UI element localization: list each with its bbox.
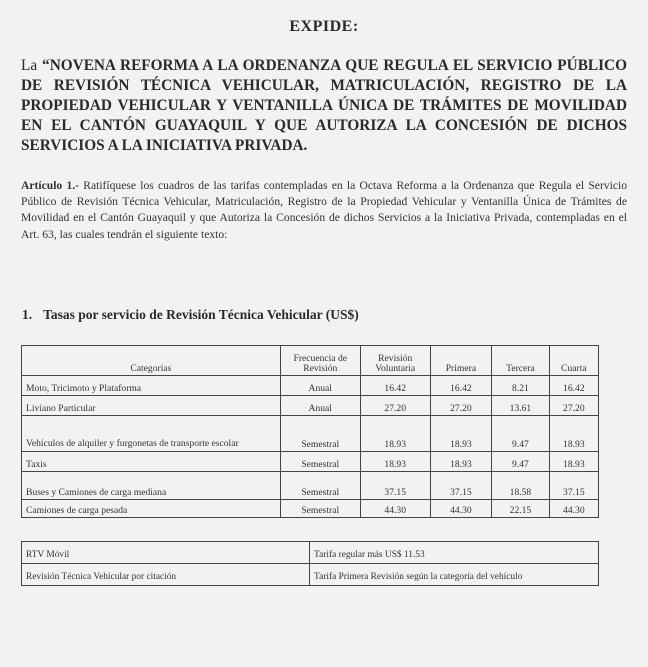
- extra-rate: Tarifa regular más US$ 11.53: [310, 542, 599, 564]
- article-label: Artículo 1.-: [21, 179, 79, 192]
- row-first: 18.93: [430, 416, 492, 452]
- article-text: Ratifíquese los cuadros de las tarifas contempladas en la Octava Reforma a la Ordenanza que Regula el Servicio Público de Revisión Técnica Vehicular, Matriculación, Registro de la Propiedad Vehicular y Ventanilla Única de Trámites de Movilidad en el Cantón Guayaquil y que Autoriza la Concesión de dichos Servicios a la Iniciativa Privada, contempladas en el Art. 63, las cuales tendrán el siguiente texto:: [21, 179, 627, 241]
- table-row: [22, 416, 599, 452]
- row-voluntary: 27.20: [360, 396, 430, 416]
- row-category: Taxis: [22, 452, 281, 472]
- row-frequency: Semestral: [280, 500, 360, 518]
- row-third: 22.15: [492, 500, 549, 518]
- extra-rate: Tarifa Primera Revisión según la categoría del vehículo: [310, 564, 599, 586]
- row-fourth: 18.93: [549, 452, 598, 472]
- row-first: 37.15: [430, 472, 492, 500]
- row-category: Vehículos de alquiler y furgonetas de transporte escolar: [22, 416, 281, 452]
- row-category: Liviano Particular: [22, 396, 281, 416]
- row-frequency: Anual: [280, 376, 360, 396]
- row-voluntary: 18.93: [360, 452, 430, 472]
- extra-service: Revisión Técnica Vehicular por citación: [22, 564, 310, 586]
- row-fourth: 44.30: [549, 500, 598, 518]
- row-voluntary: 37.15: [360, 472, 430, 500]
- table-row: [22, 542, 599, 564]
- header-first: Primera: [430, 346, 492, 376]
- row-third: 18.58: [492, 472, 549, 500]
- row-first: 16.42: [430, 376, 492, 396]
- row-fourth: 16.42: [549, 376, 598, 396]
- row-frequency: Anual: [280, 396, 360, 416]
- table-row: [22, 500, 599, 518]
- extra-service: RTV Móvil: [22, 542, 310, 564]
- row-category: Camiones de carga pesada: [22, 500, 281, 518]
- row-category: Moto, Tricimoto y Plataforma: [22, 376, 281, 396]
- row-voluntary: 44.30: [360, 500, 430, 518]
- row-frequency: Semestral: [280, 472, 360, 500]
- header-voluntary: Revisión Voluntaria: [360, 346, 430, 376]
- section-title: [22, 307, 359, 323]
- table-header-row: [22, 346, 599, 376]
- table-row: [22, 376, 599, 396]
- header-category: Categorías: [22, 346, 281, 376]
- table-row: [22, 396, 599, 416]
- row-fourth: 27.20: [549, 396, 598, 416]
- row-voluntary: 18.93: [360, 416, 430, 452]
- row-third: 9.47: [492, 416, 549, 452]
- ordinance-title: [21, 56, 627, 156]
- table-row: [22, 452, 599, 472]
- table-row: [22, 564, 599, 586]
- row-voluntary: 16.42: [360, 376, 430, 396]
- row-first: 44.30: [430, 500, 492, 518]
- row-third: 9.47: [492, 452, 549, 472]
- heading: EXPIDE:: [289, 18, 359, 35]
- table-row: [22, 472, 599, 500]
- header-fourth: Cuarta: [549, 346, 598, 376]
- row-third: 8.21: [492, 376, 549, 396]
- article-1: [21, 178, 627, 243]
- row-first: 27.20: [430, 396, 492, 416]
- row-category: Buses y Camiones de carga mediana: [22, 472, 281, 500]
- row-fourth: 37.15: [549, 472, 598, 500]
- row-fourth: 18.93: [549, 416, 598, 452]
- row-first: 18.93: [430, 452, 492, 472]
- section-title-text: Tasas por servicio de Revisión Técnica Vehicular (US$): [43, 307, 359, 322]
- row-frequency: Semestral: [280, 416, 360, 452]
- header-third: Tercera: [492, 346, 549, 376]
- extra-services-table: [21, 541, 599, 586]
- header-frequency: Frecuencia de Revisión: [280, 346, 360, 376]
- intro-lead: La: [21, 57, 38, 74]
- intro-title: “NOVENA REFORMA A LA ORDENANZA QUE REGULA EL SERVICIO PÚBLICO DE REVISIÓN TÉCNICA VEHICULAR, MATRICULACIÓN, REGISTRO DE LA PROPIEDAD VEHICULAR Y VENTANILLA ÚNICA DE TRÁMITES DE MOVILIDAD EN EL CANTÓN GUAYAQUIL Y QUE AUTORIZA LA CONCESIÓN DE DICHOS SERVICIOS A LA INICIATIVA PRIVADA.: [21, 57, 627, 154]
- rates-table: [21, 345, 599, 518]
- section-number: 1.: [22, 307, 33, 322]
- row-third: 13.61: [492, 396, 549, 416]
- row-frequency: Semestral: [280, 452, 360, 472]
